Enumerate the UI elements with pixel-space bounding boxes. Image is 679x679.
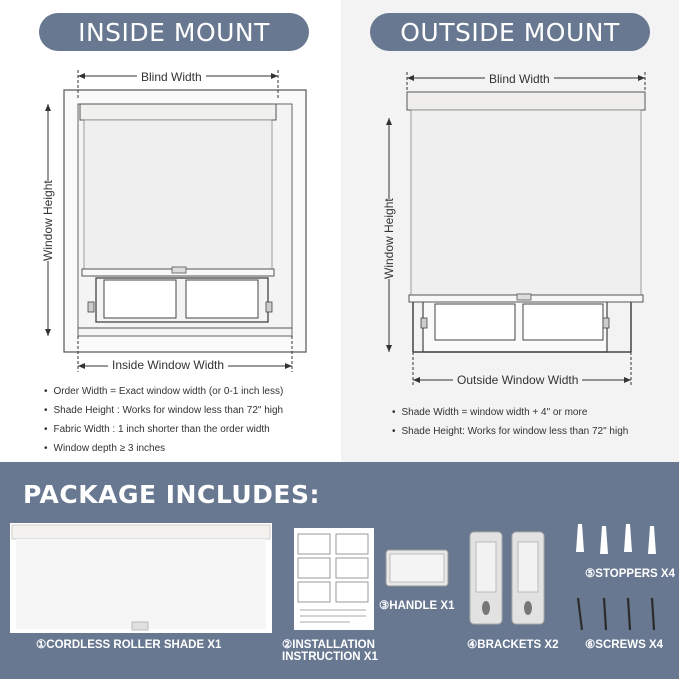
handle-image (386, 550, 448, 586)
instruction-label-line2: INSTRUCTION X1 (282, 651, 378, 663)
brackets-label: ④BRACKETS X2 (467, 639, 559, 651)
package-title: PACKAGE INCLUDES: (23, 480, 320, 509)
inside-note: • Shade Height : Works for window less than 72" high (44, 401, 283, 420)
outside-mount-panel (341, 0, 679, 462)
outside-blind-width-label: Blind Width (485, 72, 554, 86)
inside-window-height-label: Window Height (41, 180, 55, 261)
screws-image (578, 598, 654, 630)
roller-shade-image (10, 523, 272, 633)
outside-window-height-label: Window Height (382, 198, 396, 279)
inside-note: • Order Width = Exact window width (or 0-1 inch less) (44, 382, 283, 401)
stoppers-image (576, 524, 656, 554)
inside-blind-width-label: Blind Width (137, 70, 206, 84)
brackets-image (470, 532, 544, 624)
shade-label: ①CORDLESS ROLLER SHADE X1 (36, 639, 222, 651)
package-section (0, 462, 679, 679)
handle-label: ③HANDLE X1 (379, 600, 455, 612)
inside-note: • Window depth ≥ 3 inches (44, 439, 283, 458)
instruction-label-line1: ②INSTALLATION (282, 639, 375, 651)
stoppers-label: ⑤STOPPERS X4 (585, 568, 675, 580)
outside-note: • Shade Height: Works for window less than 72" high (392, 422, 628, 441)
instruction-sheet-image (294, 528, 374, 630)
outside-mount-title: OUTSIDE MOUNT (370, 13, 650, 51)
screws-label: ⑥SCREWS X4 (585, 639, 664, 651)
inside-mount-panel (0, 0, 341, 462)
inside-note: • Fabric Width : 1 inch shorter than the order width (44, 420, 283, 439)
inside-mount-title: INSIDE MOUNT (39, 13, 309, 51)
inside-notes (44, 382, 283, 458)
inside-window-width-label: Inside Window Width (108, 358, 228, 372)
outside-note: • Shade Width = window width + 4" or more (392, 403, 628, 422)
outside-window-width-label: Outside Window Width (453, 373, 582, 387)
outside-notes (392, 403, 628, 441)
